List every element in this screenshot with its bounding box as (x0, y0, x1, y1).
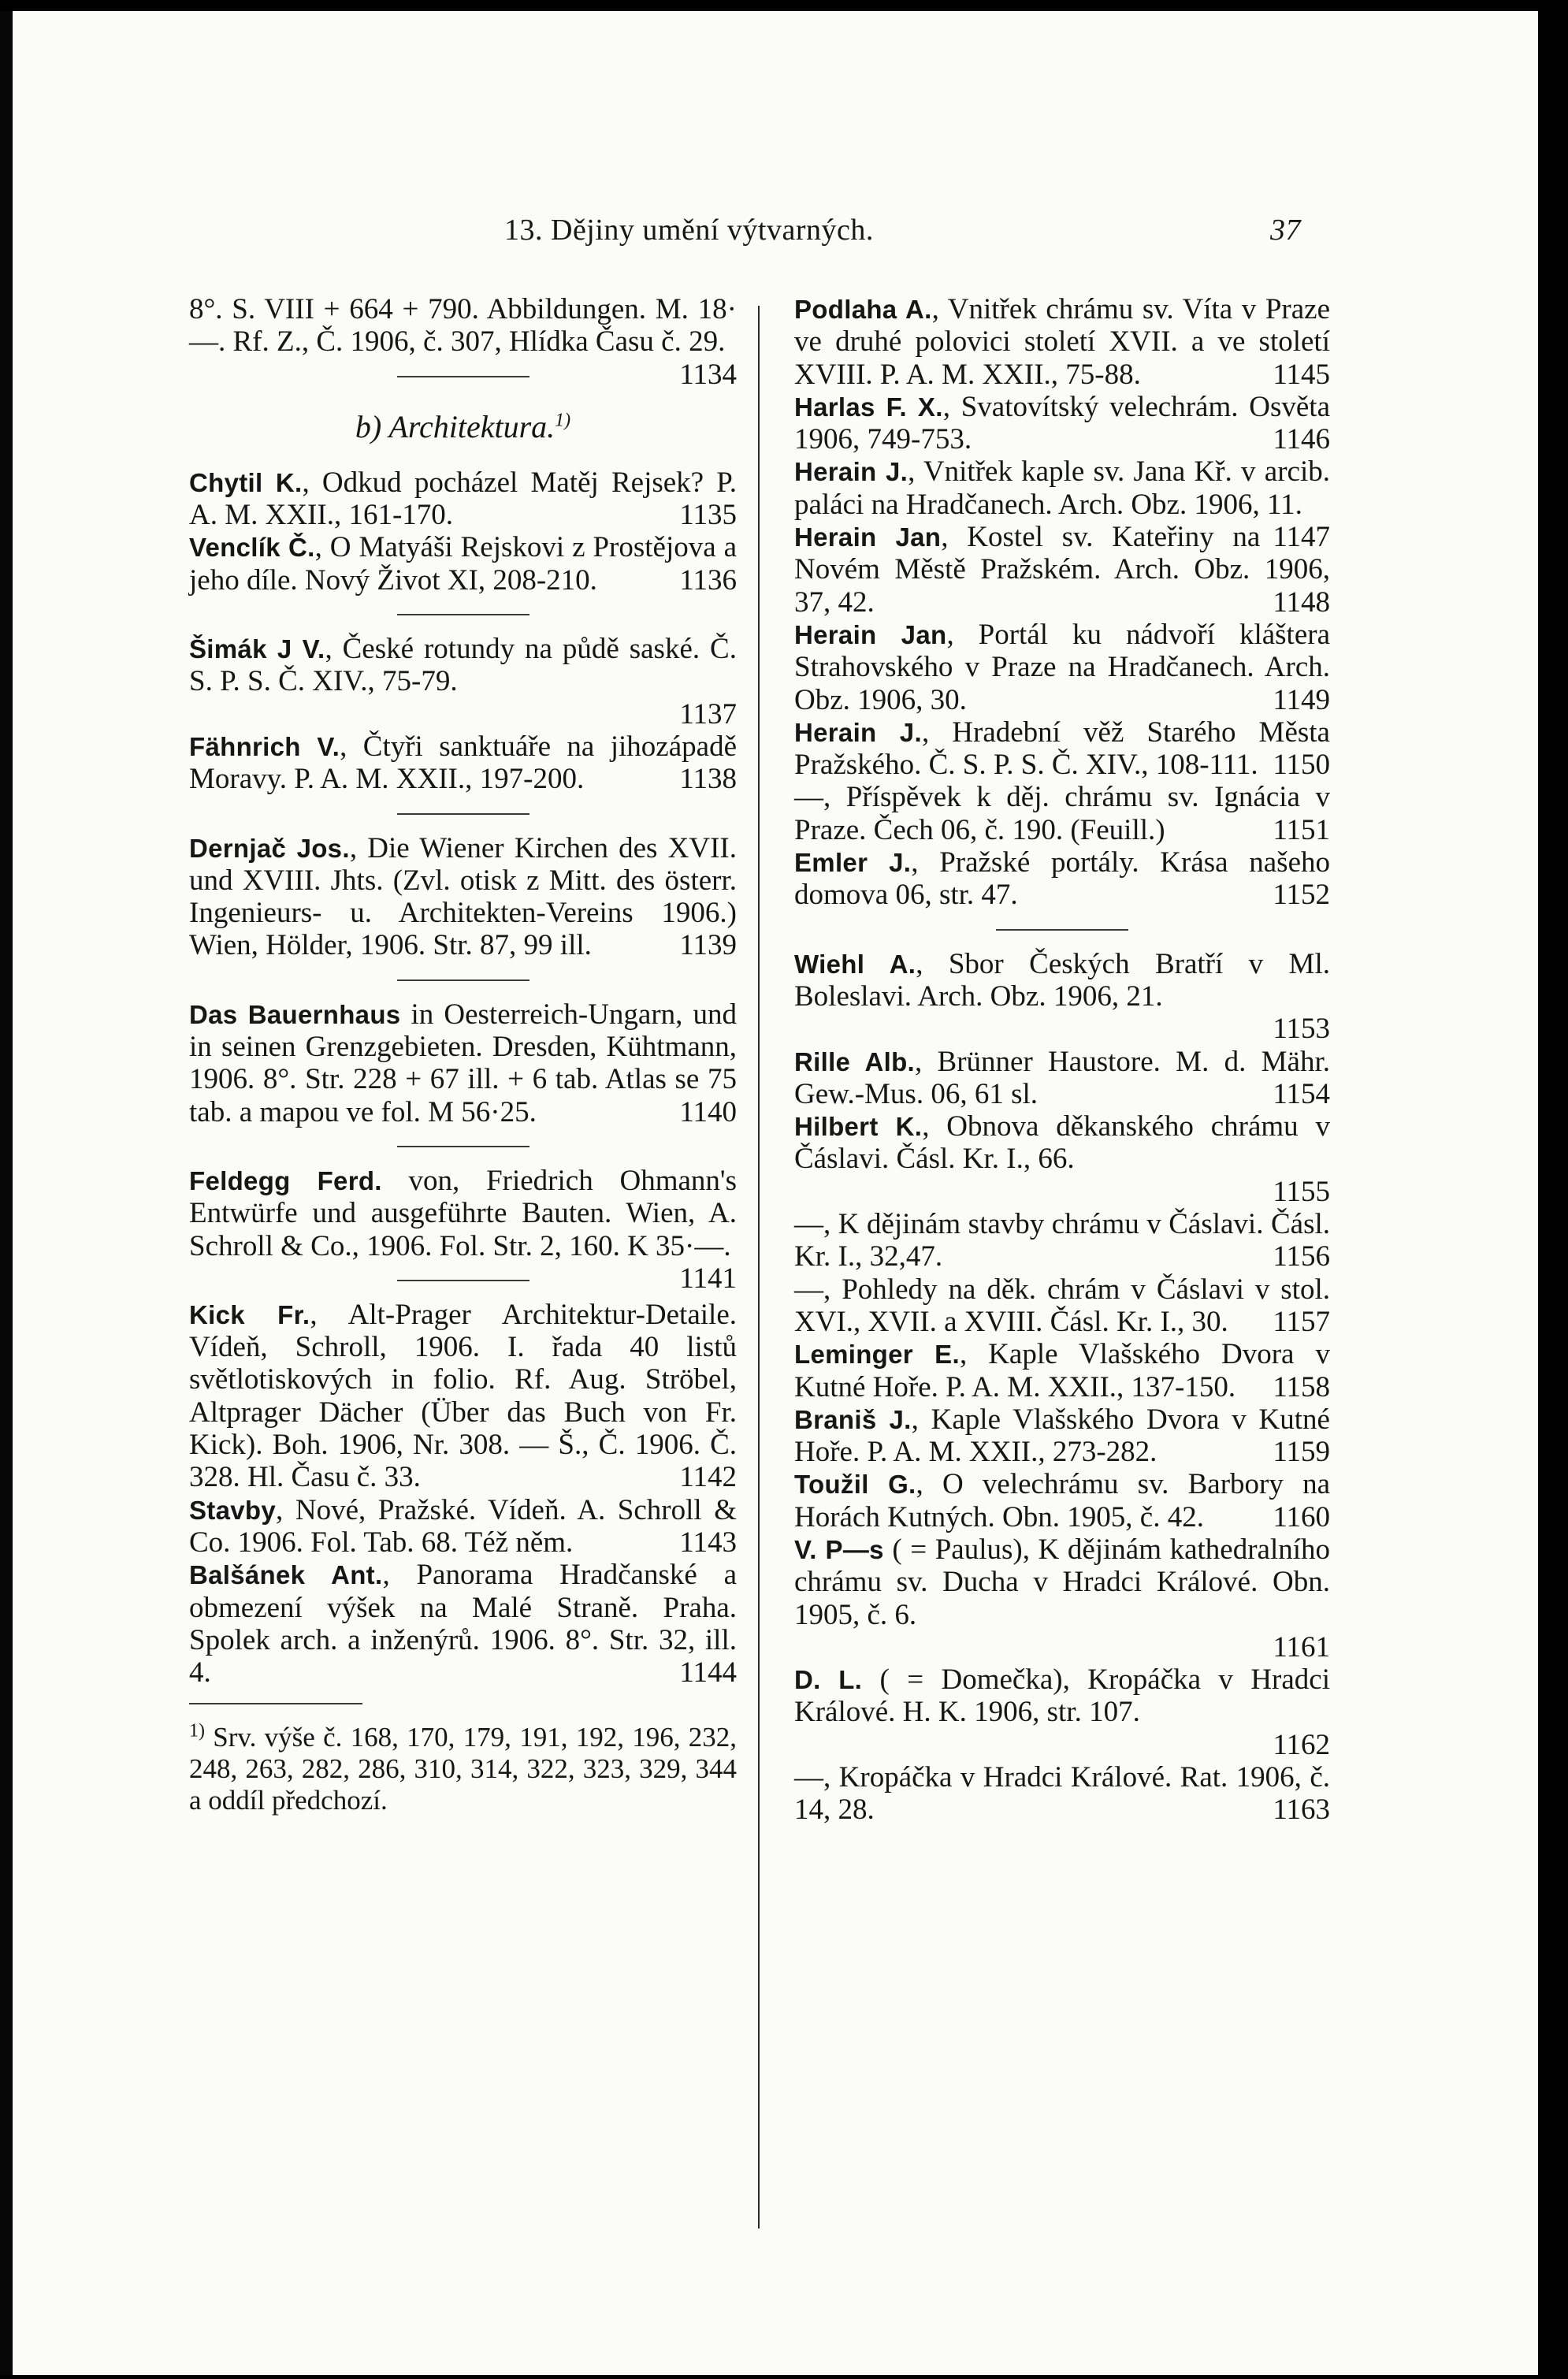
bib-entry (794, 1110, 1330, 1208)
bib-entry (794, 391, 1330, 456)
entry-number: 1155 (1273, 1175, 1330, 1208)
entry-author: D. L. (794, 1665, 863, 1695)
running-header-title: 13. Dějiny umění výtvarných. (504, 214, 874, 247)
entry-author: Herain J. (794, 457, 908, 487)
entry-number: 1150 (1273, 749, 1330, 782)
bib-entry (794, 1468, 1330, 1533)
footnote (189, 1722, 737, 1816)
scan-spine-edge (0, 11, 13, 2375)
entry-number: 1139 (679, 929, 737, 962)
entry-author: V. P—s (794, 1534, 884, 1564)
entry-number: 1136 (679, 563, 737, 597)
entry-author: Toužil G. (794, 1470, 916, 1500)
bib-entry (189, 1299, 737, 1494)
entry-author: Harlas F. X. (794, 392, 943, 422)
entry-body: , Alt-Prager Architektur-Detaile. Vídeň, Schroll, 1906. I. řada 40 listů světlotiskových in folio. Rf. Aug. Ströbel, Altprager Dächer (Über das Buch von Fr. Kick). Boh. 1906, Nr. 308. — Š., Č. 1906. Č. 328. Hl. Času č. 33. (189, 1298, 737, 1494)
entry-author: Wiehl A. (794, 949, 916, 979)
footnote-text: Srv. výše č. 168, 170, 179, 191, 192, 196, 232, 248, 263, 282, 286, 310, 314, 322, 323, 329, 344 a oddíl předchozí. (189, 1722, 738, 1816)
entry-author: Emler J. (794, 848, 912, 878)
footnote-ref: 1) (555, 410, 571, 431)
footnote-rule (189, 1703, 362, 1704)
entry-number: 1140 (679, 1095, 737, 1128)
subtitle-text: b) Architektura. (355, 408, 555, 444)
entry-body: , Panorama Hradčanské a obmezení výšek na Malé Straně. Praha. Spolek arch. a inženýrů. 1906. 8°. Str. 32, ill. 4. (189, 1559, 737, 1689)
entry-body: , Portál ku nádvoří kláštera Strahovského v Praze na Hradčanech. Arch. Obz. 1906, 30. (794, 618, 1330, 716)
entry-number: 1156 (1273, 1240, 1330, 1273)
entry-number: 1152 (1273, 879, 1330, 912)
bib-entry (189, 531, 737, 597)
entry-author: Herain Jan (794, 522, 942, 552)
entry-body: , Vnitřek chrámu sv. Víta v Praze ve druhé polovici století XVII. a ve století XVIII. P. A. M. XXII., 75-88. (794, 293, 1330, 391)
entry-number: 1148 (1273, 585, 1330, 619)
entry-body: , O velechrámu sv. Barbory na Horách Kutných. Obn. 1905, č. 42. (794, 1468, 1330, 1533)
entry-body: , Sbor Českých Bratří v Ml. Boleslavi. Arch. Obz. 1906, 21. (794, 947, 1330, 1013)
continuation-entry (189, 293, 737, 391)
entry-author: Podlaha A. (794, 295, 932, 324)
entry-body: , Odkud pocházel Matěj Rejsek? P. A. M. XXII., 161-170. (189, 466, 738, 532)
entry-number: 1149 (1273, 683, 1330, 716)
bib-entry (794, 1761, 1330, 1827)
bib-entry (189, 1494, 737, 1559)
entry-body: , Pohledy na děk. chrám v Čáslavi v stol. XVI., XVII. a XVIII. Čásl. Kr. I., 30. (794, 1273, 1330, 1338)
entry-author: Rille Alb. (794, 1046, 915, 1076)
entry-body: , Svatovítský velechrám. Osvěta 1906, 749-753. (794, 390, 1330, 456)
entry-author: — (794, 781, 823, 814)
entry-number: 1144 (679, 1656, 737, 1689)
bib-entry (189, 832, 737, 962)
entry-number: 1141 (679, 1262, 737, 1295)
bib-entry (794, 521, 1330, 619)
bib-entry (794, 1663, 1330, 1761)
bib-entry (794, 1273, 1330, 1339)
section-subtitle (189, 408, 737, 444)
footnote-mark: 1) (189, 1720, 205, 1742)
bib-entry (794, 619, 1330, 716)
entry-body: , K dějinám stavby chrámu v Čáslavi. Čásl. Kr. I., 32,47. (794, 1208, 1330, 1273)
bib-entry (794, 1338, 1330, 1403)
entry-body: in Oesterreich-Ungarn, und in seinen Grenzgebieten. Dresden, Kühtmann, 1906. 8°. Str. 228 + 67 ill. + 6 tab. Atlas se 75 tab. a mapou ve fol. M 56·25. (189, 998, 738, 1128)
bib-entry (794, 1403, 1330, 1469)
entry-author: Herain J. (794, 717, 922, 747)
entry-number: 1147 (1273, 521, 1330, 554)
entry-number: 1134 (679, 358, 737, 391)
entry-number: 1154 (1273, 1077, 1330, 1110)
bib-entry (794, 781, 1330, 846)
bib-entry (189, 1164, 737, 1295)
entry-author: — (794, 1761, 823, 1794)
entry-author: — (794, 1208, 823, 1241)
entry-author: Feldegg Ferd. (189, 1165, 382, 1195)
entry-body: , České rotundy na půdě saské. Č. S. P. S. Č. XIV., 75-79. (189, 633, 737, 698)
separator-rule (397, 376, 529, 377)
left-column (189, 293, 737, 1844)
entry-body: , Nové, Pražské. Vídeň. A. Schroll & Co. 1906. Fol. Tab. 68. Též něm. (189, 1493, 737, 1559)
entry-author: Šimák J V. (189, 634, 325, 664)
bib-entry (794, 1533, 1330, 1663)
entry-body: , Obnova děkanského chrámu v Čáslavi. Čásl. Kr. I., 66. (794, 1110, 1330, 1176)
column-divider (758, 306, 760, 2228)
bib-entry (189, 1559, 737, 1689)
entry-number: 1146 (1273, 423, 1330, 456)
separator-rule (397, 1280, 529, 1281)
bib-entry (189, 998, 737, 1128)
entry-author: Das Bauernhaus (189, 999, 401, 1029)
entry-body: , Kaple Vlašského Dvora v Kutné Hoře. P. A. M. XXII., 273-282. (794, 1403, 1330, 1469)
separator-rule (397, 813, 529, 815)
entry-number: 1153 (1273, 1013, 1330, 1046)
entry-number: 1157 (1273, 1305, 1330, 1338)
entry-number: 1163 (1273, 1794, 1330, 1827)
entry-number: 1160 (1273, 1500, 1330, 1533)
entry-body: , Vnitřek kaple sv. Jana Kř. v arcib. paláci na Hradčanech. Arch. Obz. 1906, 11. (794, 455, 1330, 521)
entry-body: , Kaple Vlašského Dvora v Kutné Hoře. P. A. M. XXII., 137-150. (794, 1338, 1330, 1403)
entry-body: , Kostel sv. Kateřiny na Novém Městě Pražském. Arch. Obz. 1906, 37, 42. (794, 521, 1330, 619)
entry-body: ( = Paulus), K dějinám kathedralního chrámu sv. Ducha v Hradci Králové. Obn. 1905, č. 6. (794, 1533, 1330, 1631)
entry-author: Hilbert K. (794, 1112, 923, 1142)
bib-entry (794, 293, 1330, 391)
entry-author: Balšánek Ant. (189, 1560, 383, 1590)
separator-rule (397, 1146, 529, 1147)
right-column (794, 293, 1330, 1827)
entry-author: Fähnrich V. (189, 731, 340, 761)
separator-rule (397, 614, 529, 615)
entry-body: , Čtyři sanktuáře na jihozápadě Moravy. P. A. M. XXII., 197-200. (189, 730, 737, 796)
bib-entry (189, 467, 737, 532)
entry-number: 1135 (679, 499, 737, 532)
bib-entry (794, 1208, 1330, 1273)
entry-number: 1158 (1273, 1370, 1330, 1403)
entry-author: Herain Jan (794, 619, 947, 649)
entry-body: 8°. S. VIII + 664 + 790. Abbildungen. M. 18·—. Rf. Z., Č. 1906, č. 307, Hlídka Času č. 29. (189, 293, 737, 359)
entry-body: , Kropáčka v Hradci Králové. Rat. 1906, č. 14, 28. (794, 1761, 1330, 1827)
entry-author: Venclík Č. (189, 533, 315, 563)
entry-body: , O Matyáši Rejskovi z Prostějova a jeho díle. Nový Život XI, 208-210. (189, 531, 737, 597)
entry-body: , Die Wiener Kirchen des XVII. und XVIII. Jhts. (Zvl. otisk z Mitt. des österr. Ingenieurs- u. Architekten-Vereins 1906.) Wien, Hölder, 1906. Str. 87, 99 ill. (189, 831, 737, 962)
entry-author: Stavby (189, 1495, 277, 1525)
separator-rule (397, 979, 529, 981)
entry-number: 1143 (679, 1526, 737, 1559)
entry-number: 1145 (1273, 358, 1330, 391)
entry-author: Leminger E. (794, 1340, 960, 1370)
bib-entry (794, 1046, 1330, 1111)
entry-number: 1142 (679, 1461, 737, 1494)
page-number: 37 (1270, 214, 1301, 247)
entry-body: von, Friedrich Ohmann's Entwürfe und ausgeführte Bauten. Wien, A. Schroll & Co., 1906. Fol. Str. 2, 160. K 35·—. (189, 1164, 737, 1262)
entry-body: , Brünner Haustore. M. d. Mähr. Gew.-Mus. 06, 61 sl. (794, 1045, 1330, 1110)
entry-number: 1151 (1273, 813, 1330, 846)
entry-author: — (794, 1273, 823, 1306)
entry-author: Dernjač Jos. (189, 833, 350, 863)
entry-body: , Příspěvek k děj. chrámu sv. Ignácia v Praze. Čech 06, č. 190. (Feuill.) (794, 781, 1330, 846)
entry-number: 1159 (1273, 1436, 1330, 1469)
entry-number: 1162 (1273, 1728, 1330, 1761)
separator-rule (996, 929, 1128, 931)
entry-body: , Pražské portály. Krása našeho domova 06, str. 47. (794, 846, 1330, 912)
bib-entry (189, 730, 737, 796)
entry-number: 1137 (679, 697, 737, 730)
bib-entry (794, 716, 1330, 782)
bib-entry (794, 948, 1330, 1046)
entry-author: Braniš J. (794, 1404, 912, 1434)
bib-entry (794, 846, 1330, 912)
entry-author: Kick Fr. (189, 1299, 310, 1329)
entry-number: 1138 (679, 763, 737, 796)
bib-entry (189, 633, 737, 730)
entry-number: 1161 (1273, 1630, 1330, 1663)
entry-body: ( = Domečka), Kropáčka v Hradci Králové. H. K. 1906, str. 107. (794, 1663, 1330, 1729)
entry-body: , Hradební věž Starého Města Pražského. Č. S. P. S. Č. XIV., 108-111. (794, 716, 1330, 782)
entry-author: Chytil K. (189, 467, 303, 497)
